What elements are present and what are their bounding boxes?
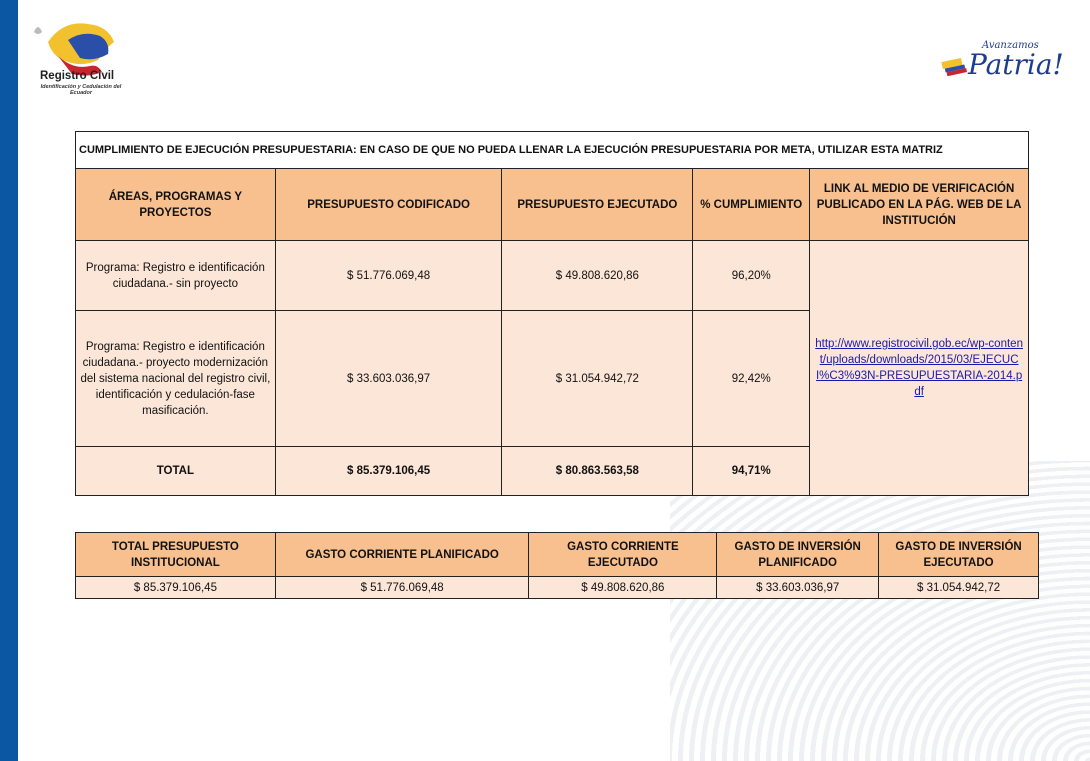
org-subtitle: Identificación y Cedulación del Ecuador [40,84,122,96]
fingerprint-watermark [670,461,1090,761]
registro-civil-logo [28,12,128,112]
header-gasto-inversion-planificado: GASTO DE INVERSIÓN PLANIFICADO [717,533,879,577]
header-gasto-corriente-planificado: GASTO CORRIENTE PLANIFICADO [275,533,529,577]
link-cell [810,241,1029,496]
row-codificado: $ 51.776.069,48 [275,241,502,311]
header-total-presupuesto: TOTAL PRESUPUESTO INSTITUCIONAL [76,533,276,577]
row-area: Programa: Registro e identificación ciudadana.- sin proyecto [76,241,276,311]
value-gasto-corriente-ejecutado: $ 49.808.620,86 [529,577,717,599]
row-cumplimiento: 92,42% [693,311,810,447]
org-name: Registro Civil [40,70,115,82]
total-codificado: $ 85.379.106,45 [275,447,502,496]
row-ejecutado: $ 49.808.620,86 [502,241,693,311]
value-gasto-inversion-ejecutado: $ 31.054.942,72 [879,577,1039,599]
table-row [76,577,1039,599]
total-label: TOTAL [76,447,276,496]
header-cumplimiento: % CUMPLIMIENTO [693,169,810,241]
value-total-presupuesto: $ 85.379.106,45 [76,577,276,599]
row-codificado: $ 33.603.036,97 [275,311,502,447]
header-gasto-corriente-ejecutado: GASTO CORRIENTE EJECUTADO [529,533,717,577]
row-cumplimiento: 96,20% [693,241,810,311]
total-ejecutado: $ 80.863.563,58 [502,447,693,496]
budget-summary-table [75,532,1039,599]
header-areas: ÁREAS, PROGRAMAS Y PROYECTOS [76,169,276,241]
header-link: LINK AL MEDIO DE VERIFICACIÓN PUBLICADO EN LA PÁG. WEB DE LA INSTITUCIÓN [810,169,1029,241]
row-area: Programa: Registro e identificación ciudadana.- proyecto modernización del sistema nacional del registro civil, identificación y cedulación-fase masificación. [76,311,276,447]
slogan-small: Avanzamos [982,40,1039,51]
header-gasto-inversion-ejecutado: GASTO DE INVERSIÓN EJECUTADO [879,533,1039,577]
value-gasto-corriente-planificado: $ 51.776.069,48 [275,577,529,599]
table-title: CUMPLIMIENTO DE EJECUCIÓN PRESUPUESTARIA: EN CASO DE QUE NO PUEDA LLENAR LA EJECUCIÓN PRESUPUESTARIA POR META, UTILIZAR ESTA MATRIZ [76,132,1029,169]
row-ejecutado: $ 31.054.942,72 [502,311,693,447]
value-gasto-inversion-planificado: $ 33.603.036,97 [717,577,879,599]
total-cumplimiento: 94,71% [693,447,810,496]
budget-execution-table [75,131,1029,496]
left-accent-bar [0,0,18,761]
header-ejecutado: PRESUPUESTO EJECUTADO [502,169,693,241]
slogan-big: Patria! [968,48,1064,81]
table-row [76,241,1029,311]
verification-link[interactable]: http://www.registrocivil.gob.ec/wp-content/uploads/downloads/2015/03/EJECUCI%C3%93N-PRESUPUESTARIA-2014.pdf [815,338,1023,398]
header-codificado: PRESUPUESTO CODIFICADO [275,169,502,241]
